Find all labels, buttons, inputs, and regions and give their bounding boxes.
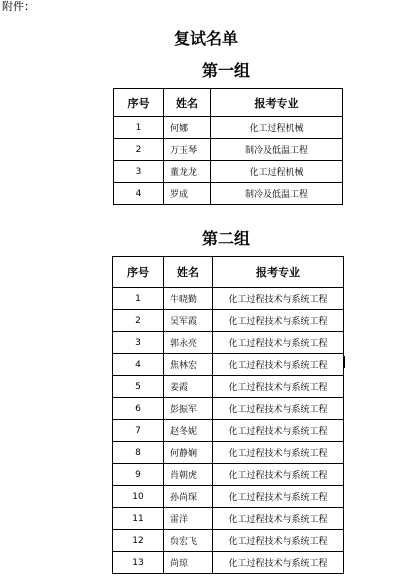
row-number: 5: [113, 376, 164, 398]
row-number: 1: [114, 117, 164, 139]
row-number: 8: [113, 442, 164, 464]
row-number: 2: [114, 139, 164, 161]
table-row: [113, 288, 344, 310]
table-row: [114, 139, 343, 161]
row-name: 姜霞: [164, 376, 213, 398]
row-number: 6: [113, 398, 164, 420]
table-row: [113, 332, 344, 354]
attachment-label: 附件：: [2, 0, 35, 13]
row-name: 何娜: [164, 117, 211, 139]
row-name: 雷洋: [164, 508, 213, 530]
row-number: 9: [113, 464, 164, 486]
row-name: 贠宏飞: [164, 530, 213, 552]
row-major: 化工过程技术与系统工程: [213, 398, 344, 420]
table-row: [113, 420, 344, 442]
row-major: 化工过程技术与系统工程: [213, 332, 344, 354]
row-major: 化工过程技术与系统工程: [213, 354, 344, 376]
row-name: 何静娴: [164, 442, 213, 464]
row-major: 化工过程机械: [211, 161, 343, 183]
header-major: 报考专业: [211, 89, 343, 117]
row-major: 化工过程技术与系统工程: [213, 464, 344, 486]
row-name: 肖朝虎: [164, 464, 213, 486]
row-number: 12: [113, 530, 164, 552]
row-major: 化工过程机械: [211, 117, 343, 139]
group-1-title: 第一组: [201, 61, 250, 80]
table-row: [114, 161, 343, 183]
header-major: 报考专业: [213, 257, 344, 288]
header-name: 姓名: [164, 257, 213, 288]
row-major: 化工过程技术与系统工程: [213, 486, 344, 508]
row-name: 罗成: [164, 183, 211, 205]
table-row: [113, 354, 344, 376]
row-major: 化工过程技术与系统工程: [213, 442, 344, 464]
row-number: 1: [113, 288, 164, 310]
document-title: 复试名单: [173, 29, 238, 48]
row-name: 赵冬妮: [164, 420, 213, 442]
table-header-row: [113, 257, 344, 288]
row-major: 制冷及低温工程: [211, 183, 343, 205]
table-row: [113, 486, 344, 508]
row-major: 化工过程技术与系统工程: [213, 530, 344, 552]
table-row: [113, 310, 344, 332]
group-1-table: [113, 88, 343, 205]
row-number: 10: [113, 486, 164, 508]
table-row: [114, 117, 343, 139]
row-number: 3: [113, 332, 164, 354]
row-number: 3: [114, 161, 164, 183]
header-number: 序号: [114, 89, 164, 117]
row-major: 化工过程技术与系统工程: [213, 420, 344, 442]
row-name: 牛晓勤: [164, 288, 213, 310]
margin-marker: [343, 356, 345, 368]
row-number: 11: [113, 508, 164, 530]
row-name: 郭永亮: [164, 332, 213, 354]
row-number: 7: [113, 420, 164, 442]
table-row: [113, 552, 344, 574]
row-number: 2: [113, 310, 164, 332]
group-2-table: [112, 256, 344, 574]
row-name: 吴军霞: [164, 310, 213, 332]
row-number: 4: [114, 183, 164, 205]
row-major: 化工过程技术与系统工程: [213, 508, 344, 530]
table-row: [113, 398, 344, 420]
header-number: 序号: [113, 257, 164, 288]
row-number: 4: [113, 354, 164, 376]
table-row: [113, 508, 344, 530]
row-major: 化工过程技术与系统工程: [213, 552, 344, 574]
table-row: [113, 376, 344, 398]
row-number: 13: [113, 552, 164, 574]
row-name: 万玉琴: [164, 139, 211, 161]
row-major: 制冷及低温工程: [211, 139, 343, 161]
row-major: 化工过程技术与系统工程: [213, 288, 344, 310]
row-major: 化工过程技术与系统工程: [213, 376, 344, 398]
group-2-title: 第二组: [201, 229, 250, 248]
header-name: 姓名: [164, 89, 211, 117]
row-name: 尚琼: [164, 552, 213, 574]
table-row: [113, 530, 344, 552]
row-name: 彭振军: [164, 398, 213, 420]
row-name: 孙尚琛: [164, 486, 213, 508]
table-row: [113, 442, 344, 464]
row-name: 董龙龙: [164, 161, 211, 183]
row-name: 焦林宏: [164, 354, 213, 376]
table-header-row: [114, 89, 343, 117]
table-row: [113, 464, 344, 486]
table-row: [114, 183, 343, 205]
row-major: 化工过程技术与系统工程: [213, 310, 344, 332]
